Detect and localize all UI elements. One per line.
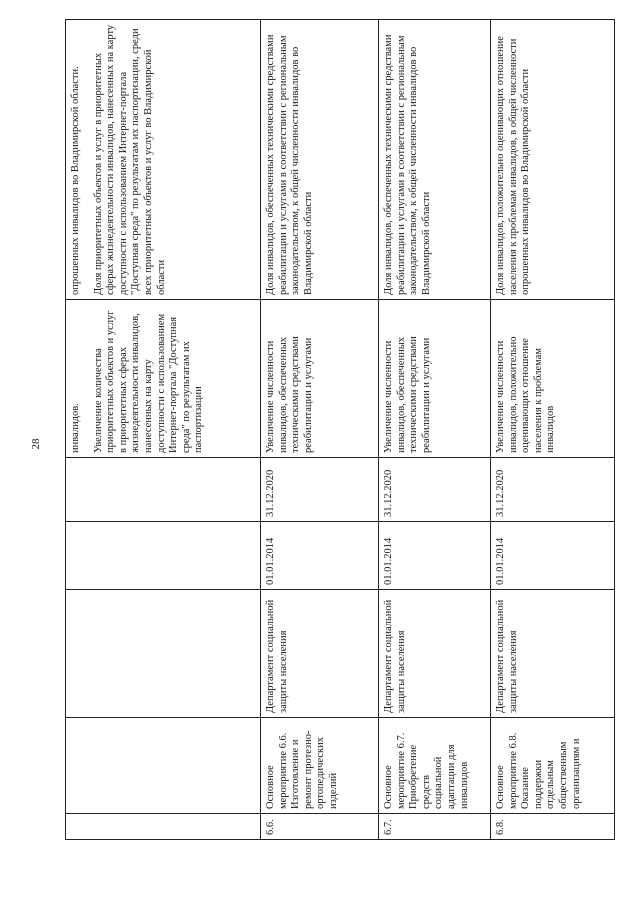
rotated-table-wrapper bbox=[65, 20, 615, 840]
measure-name: Основное мероприятие 6.6. Изготовление и ремонт протезно-ортопедических изделий bbox=[261, 718, 379, 814]
cont-indicator-cell bbox=[66, 20, 261, 300]
measures-table bbox=[65, 19, 615, 840]
cont-result-cell bbox=[66, 300, 261, 458]
measure-name: Основное мероприятие 6.7. Приобретение средств социальной адаптации для инвалидов bbox=[379, 718, 491, 814]
cont-num-cell bbox=[66, 814, 261, 840]
table-row bbox=[379, 20, 491, 840]
end-date: 31.12.2020 bbox=[491, 458, 615, 522]
end-date: 31.12.2020 bbox=[379, 458, 491, 522]
start-date: 01.01.2014 bbox=[379, 522, 491, 590]
expected-result: Увеличение численности инвалидов, обеспеченных техническими средствами реабилитации и услугами bbox=[379, 300, 491, 458]
row-number: 6.7. bbox=[379, 814, 491, 840]
expected-result: Увеличение численности инвалидов, обеспеченных техническими средствами реабилитации и услугами bbox=[261, 300, 379, 458]
start-date: 01.01.2014 bbox=[261, 522, 379, 590]
executor: Департамент социальной защиты населения bbox=[491, 590, 615, 718]
end-date: 31.12.2020 bbox=[261, 458, 379, 522]
start-date: 01.01.2014 bbox=[491, 522, 615, 590]
executor: Департамент социальной защиты населения bbox=[261, 590, 379, 718]
executor: Департамент социальной защиты населения bbox=[379, 590, 491, 718]
cont-executor-cell bbox=[66, 590, 261, 718]
page-number: 28 bbox=[30, 438, 42, 450]
row-number: 6.6. bbox=[261, 814, 379, 840]
cont-result-before: инвалидов. bbox=[70, 403, 81, 453]
cont-end-cell bbox=[66, 458, 261, 522]
row-number: 6.8. bbox=[491, 814, 615, 840]
cont-result-text: Увеличение количества приоритетных объектов и услуг в приоритетных сферах жизнедеятельности инвалидов, нанесенных на карту доступности с использованием Интернет-портала "Доступная среда" по результатам их паспортизации bbox=[92, 310, 205, 453]
table-row bbox=[261, 20, 379, 840]
table-row-continuation bbox=[66, 20, 261, 840]
cont-start-cell bbox=[66, 522, 261, 590]
indicator: Доля инвалидов, положительно оценивающих отношение населения к проблемам инвалидов, в общей численности опрошенных инвалидов во Владимирской области bbox=[491, 20, 615, 300]
indicator: Доля инвалидов, обеспеченных техническими средствами реабилитации и услугами в соответствии с региональным законодательством, к общей численности инвалидов во Владимирской области bbox=[379, 20, 491, 300]
measure-name: Основное мероприятие 6.8. Оказание поддержки отдельным общественным организациям и bbox=[491, 718, 615, 814]
cont-name-cell bbox=[66, 718, 261, 814]
cont-indicator-before: опрошенных инвалидов во Владимирской области. bbox=[70, 66, 81, 295]
expected-result: Увеличение численности инвалидов, положительно оценивающих отношение населения к проблемам инвалидов bbox=[491, 300, 615, 458]
table-row bbox=[491, 20, 615, 840]
indicator: Доля инвалидов, обеспеченных техническими средствами реабилитации и услугами в соответствии с региональным законодательством, к общей численности инвалидов во Владимирской области bbox=[261, 20, 379, 300]
cont-indicator-text: Доля приоритетных объектов и услуг в приоритетных сферах жизнедеятельности инвалидов, нанесенных на карту доступности с использованием Интернет-портала "Доступная среда" по результатам их паспортизации, среди всех приоритетных объектов и услуг во Владимирской области bbox=[92, 24, 167, 295]
